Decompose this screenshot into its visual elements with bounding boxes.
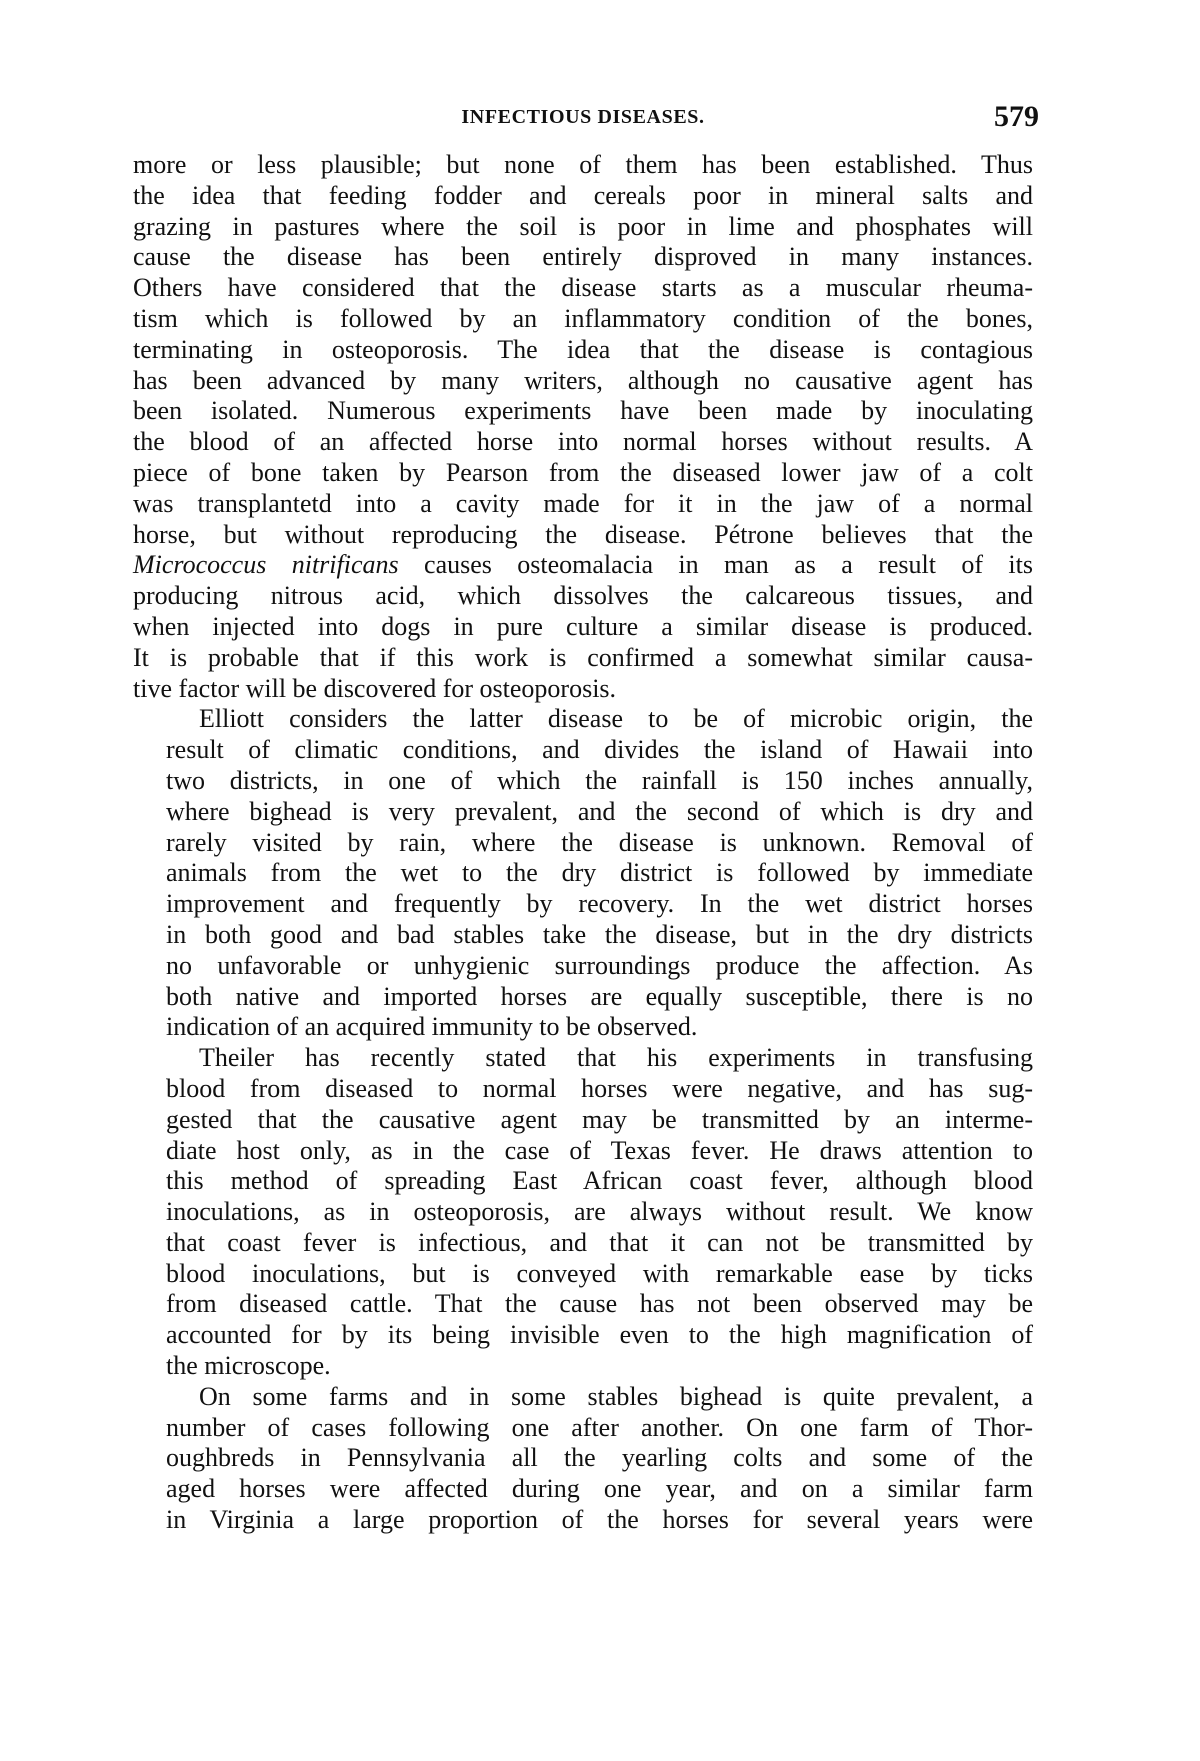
paragraph-1 xyxy=(133,150,1033,704)
paragraph-2 xyxy=(133,704,1033,1043)
text-segment: causes osteomalacia in man as a result of its xyxy=(398,550,1033,580)
text-line: both native and imported horses are equally susceptible, there is no xyxy=(166,981,1033,1011)
text-line: result of climatic conditions, and divides the island of Hawaii into xyxy=(166,735,1033,765)
text-line: inoculations, as in osteoporosis, are always without result. We know xyxy=(166,1197,1033,1227)
italic-taxon-name: Micrococcus nitrificans xyxy=(133,550,399,580)
paragraph-3 xyxy=(133,1043,1033,1382)
text-line: has been advanced by many writers, although no causative agent has xyxy=(133,365,1033,395)
text-line: was transplantetd into a cavity made for it in the jaw of a normal xyxy=(133,488,1033,518)
text-line: the microscope. xyxy=(166,1351,331,1381)
text-line: Theiler has recently stated that his experiments in transfusing xyxy=(199,1043,1033,1073)
running-head xyxy=(133,100,1039,134)
text-line: improvement and frequently by recovery. In the wet district horses xyxy=(166,889,1033,919)
text-line: blood from diseased to normal horses were negative, and has sug- xyxy=(166,1073,1033,1103)
text-line: horse, but without reproducing the disease. Pétrone believes that the xyxy=(133,519,1033,549)
text-line: aged horses were affected during one year, and on a similar farm xyxy=(166,1474,1033,1504)
text-line: that coast fever is infectious, and that it can not be transmitted by xyxy=(166,1227,1033,1257)
text-line: more or less plausible; but none of them has been established. Thus xyxy=(133,150,1033,179)
text-line: this method of spreading East African coast fever, although blood xyxy=(166,1166,1033,1196)
text-line: rarely visited by rain, where the disease is unknown. Removal of xyxy=(166,827,1033,857)
text-line xyxy=(133,550,1033,581)
text-line: accounted for by its being invisible even to the high magnification of xyxy=(166,1320,1033,1350)
text-line: On some farms and in some stables bighead is quite prevalent, a xyxy=(199,1381,1033,1411)
text-line: oughbreds in Pennsylvania all the yearling colts and some of the xyxy=(166,1443,1033,1473)
body-text xyxy=(133,150,1033,1536)
text-line: indication of an acquired immunity to be observed. xyxy=(166,1012,698,1042)
text-line: tive factor will be discovered for osteoporosis. xyxy=(133,673,617,703)
text-line: from diseased cattle. That the cause has not been observed may be xyxy=(166,1289,1033,1319)
text-line: terminating in osteoporosis. The idea that the disease is contagious xyxy=(133,334,1033,364)
paragraph-4 xyxy=(133,1382,1033,1536)
text-line: Others have considered that the disease starts as a muscular rheuma- xyxy=(133,273,1033,303)
text-line: diate host only, as in the case of Texas fever. He draws attention to xyxy=(166,1135,1033,1165)
page-number: 579 xyxy=(994,100,1039,133)
text-line: two districts, in one of which the rainfall is 150 inches annually, xyxy=(166,765,1033,795)
text-line: in Virginia a large proportion of the horses for several years were xyxy=(166,1505,1033,1535)
text-line: in both good and bad stables take the disease, but in the dry districts xyxy=(166,919,1033,949)
text-line: It is probable that if this work is confirmed a somewhat similar causa- xyxy=(133,642,1033,672)
text-line: blood inoculations, but is conveyed with remarkable ease by ticks xyxy=(166,1258,1033,1288)
text-line: the idea that feeding fodder and cereals poor in mineral salts and xyxy=(133,180,1033,210)
text-line: when injected into dogs in pure culture a similar disease is produced. xyxy=(133,611,1033,641)
text-line: the blood of an affected horse into normal horses without results. A xyxy=(133,427,1033,457)
text-line: piece of bone taken by Pearson from the diseased lower jaw of a colt xyxy=(133,457,1033,487)
text-line: Elliott considers the latter disease to be of microbic origin, the xyxy=(199,704,1033,734)
running-title: INFECTIOUS DISEASES. xyxy=(461,106,705,128)
text-line: animals from the wet to the dry district is followed by immediate xyxy=(166,858,1033,888)
text-line: tism which is followed by an inflammatory condition of the bones, xyxy=(133,303,1033,333)
text-line: been isolated. Numerous experiments have been made by inoculating xyxy=(133,396,1033,426)
text-line: where bighead is very prevalent, and the second of which is dry and xyxy=(166,796,1033,826)
text-line: producing nitrous acid, which dissolves the calcareous tissues, and xyxy=(133,581,1033,611)
text-line: gested that the causative agent may be transmitted by an interme- xyxy=(166,1104,1033,1134)
text-line: grazing in pastures where the soil is poor in lime and phosphates will xyxy=(133,211,1033,241)
text-line: no unfavorable or unhygienic surroundings produce the affection. As xyxy=(166,950,1033,980)
text-line: number of cases following one after another. On one farm of Thor- xyxy=(166,1412,1033,1442)
text-line: cause the disease has been entirely disproved in many instances. xyxy=(133,242,1033,272)
